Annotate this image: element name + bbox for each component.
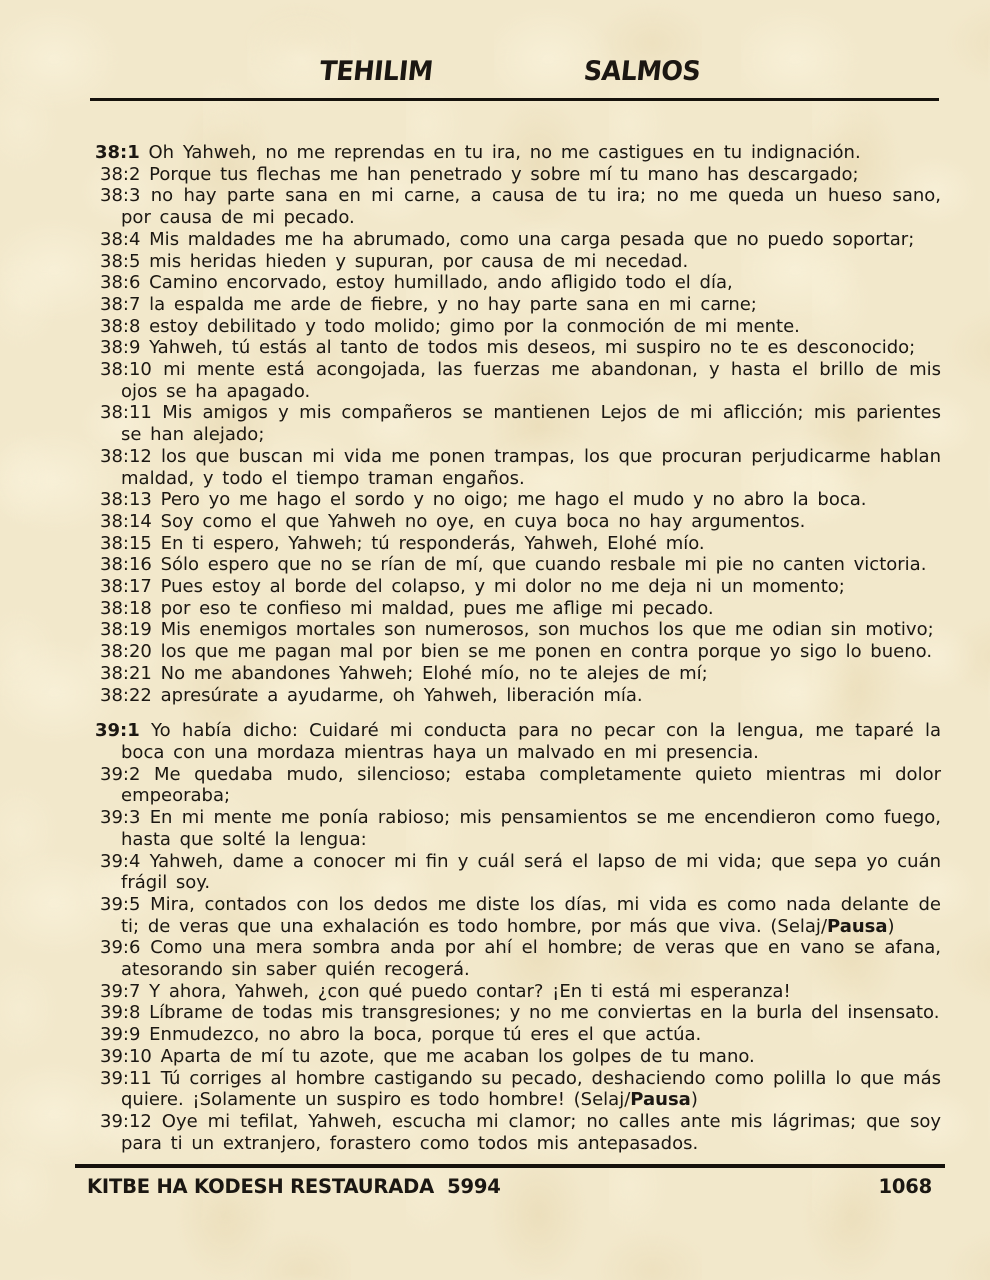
verse-ref: 38:12 (100, 445, 152, 467)
header-divider (90, 98, 939, 101)
verse-ref: 39:1 (95, 720, 140, 742)
verse-39-5: 39:5 Mira, contados con los dedos me diste los días, mi vida es como nada delante de ti; de veras que una exhalación es todo hombre, por más que viva. (Selaj/Pausa) (100, 893, 941, 937)
verse-38-2: 38:2 Porque tus flechas me han penetrado y sobre mí tu mano has descargado; (100, 163, 859, 185)
page-number: 1068 (878, 1175, 932, 1198)
verse-ref: 38:21 (100, 662, 152, 684)
verse-ref: 39:3 (100, 807, 141, 829)
verse-38-18: 38:18 por eso te confieso mi maldad, pues me aflige mi pecado. (100, 597, 714, 619)
verse-38-13: 38:13 Pero yo me hago el sordo y no oigo; me hago el mudo y no abro la boca. (100, 489, 867, 511)
verse-ref: 38:13 (100, 489, 152, 511)
verse-ref: 38:3 (100, 185, 141, 207)
verse-39-10: 39:10 Aparta de mí tu azote, que me acaban los golpes de tu mano. (100, 1045, 755, 1067)
page-title-hebrew: TEHILIM (317, 56, 435, 87)
verse-38-6: 38:6 Camino encorvado, estoy humillado, ando afligido todo el día, (100, 272, 733, 294)
verse-ref: 39:2 (100, 763, 141, 785)
verse-38-19: 38:19 Mis enemigos mortales son numerosos, son muchos los que me odian sin motivo; (100, 619, 934, 641)
verse-ref: 38:4 (100, 228, 141, 250)
verse-38-7: 38:7 la espalda me arde de fiebre, y no hay parte sana en mi carne; (100, 293, 757, 315)
verse-ref: 38:19 (100, 619, 152, 641)
verse-ref: 38:20 (100, 641, 152, 663)
verse-ref: 39:4 (100, 850, 141, 872)
verse-ref: 38:15 (100, 532, 152, 554)
verse-ref: 39:8 (100, 1002, 141, 1024)
verse-39-12: 39:12 Oye mi tefilat, Yahweh, escucha mi clamor; no calles ante mis lágrimas; que soy para ti un extranjero, forastero como todos mis antepasados. (100, 1110, 941, 1154)
verse-ref: 38:11 (100, 402, 152, 424)
verse-ref: 38:5 (100, 250, 141, 272)
verse-39-4: 39:4 Yahweh, dame a conocer mi fin y cuál será el lapso de mi vida; que sepa yo cuán frágil soy. (100, 850, 941, 894)
verse-ref: 38:9 (100, 337, 141, 359)
verse-38-21: 38:21 No me abandones Yahweh; Elohé mío, no te alejes de mí; (100, 662, 708, 684)
verse-ref: 39:9 (100, 1024, 141, 1046)
verse-ref: 38:17 (100, 576, 152, 598)
verse-38-4: 38:4 Mis maldades me ha abrumado, como una carga pesada que no puedo soportar; (100, 228, 915, 250)
verse-38-22: 38:22 apresúrate a ayudarme, oh Yahweh, liberación mía. (100, 684, 643, 706)
verse-38-15: 38:15 En ti espero, Yahweh; tú responderás, Yahweh, Elohé mío. (100, 532, 705, 554)
verse-38-10: 38:10 mi mente está acongojada, las fuerzas me abandonan, y hasta el brillo de mis ojos se ha apagado. (100, 359, 941, 402)
verse-39-9: 39:9 Enmudezco, no abro la boca, porque tú eres el que actúa. (100, 1024, 702, 1046)
pausa-emphasis: Pausa (630, 1089, 691, 1111)
verse-38-8: 38:8 estoy debilitado y todo molido; gimo por la conmoción de mi mente. (100, 315, 800, 337)
verse-39-1: 39:1 Yo había dicho: Cuidaré mi conducta para no pecar con la lengua, me taparé la boca con una mordaza mientras haya un malvado en mi presencia. (95, 720, 941, 763)
verse-39-3: 39:3 En mi mente me ponía rabioso; mis pensamientos se me encendieron como fuego, hasta que solté la lengua: (100, 807, 941, 850)
verses (95, 142, 941, 1154)
psalm-39 (95, 720, 941, 1154)
pausa-emphasis: Pausa (827, 915, 888, 937)
verse-ref: 39:11 (100, 1067, 152, 1089)
page-footer (87, 1175, 932, 1199)
verse-ref: 38:6 (100, 272, 141, 294)
verse-ref: 38:8 (100, 315, 141, 337)
verse-39-7: 39:7 Y ahora, Yahweh, ¿con qué puedo contar? ¡En ti está mi esperanza! (100, 980, 791, 1002)
verse-ref: 38:22 (100, 684, 152, 706)
verse-38-5: 38:5 mis heridas hieden y supuran, por causa de mi necedad. (100, 250, 689, 272)
verse-39-2: 39:2 Me quedaba mudo, silencioso; estaba completamente quieto mientras mi dolor empeoraba; (100, 763, 941, 807)
verse-39-11: 39:11 Tú corriges al hombre castigando su pecado, deshaciendo como polilla lo que más quiere. ¡Solamente un suspiro es todo hombre! (Selaj/Pausa) (100, 1067, 941, 1111)
verse-38-14: 38:14 Soy como el que Yahweh no oye, en cuya boca no hay argumentos. (100, 510, 806, 532)
verse-39-8: 39:8 Líbrame de todas mis transgresiones; y no me conviertas en la burla del insensato. (100, 1002, 940, 1024)
verse-ref: 38:10 (100, 359, 152, 381)
page-title-spanish: SALMOS (582, 56, 702, 87)
verse-ref: 39:5 (100, 893, 141, 915)
verse-ref: 38:16 (100, 554, 152, 576)
verse-38-12: 38:12 los que buscan mi vida me ponen trampas, los que procuran perjudicarme hablan maldad, y todo el tiempo traman engaños. (100, 445, 941, 489)
verse-ref: 39:12 (100, 1110, 152, 1132)
verse-ref: 38:14 (100, 510, 152, 532)
verse-ref: 39:10 (100, 1045, 152, 1067)
verse-38-11: 38:11 Mis amigos y mis compañeros se mantienen Lejos de mi aflicción; mis parientes se han alejado; (100, 402, 941, 446)
verse-38-9: 38:9 Yahweh, tú estás al tanto de todos mis deseos, mi suspiro no te es desconocido; (100, 337, 916, 359)
footer-divider (75, 1164, 945, 1168)
verse-ref: 38:2 (100, 163, 141, 185)
verse-ref: 39:7 (100, 980, 141, 1002)
verse-39-6: 39:6 Como una mera sombra anda por ahí el hombre; de veras que en vano se afana, atesorando sin saber quién recogerá. (100, 937, 941, 981)
verse-ref: 38:1 (95, 142, 140, 163)
verse-38-16: 38:16 Sólo espero que no se rían de mí, que cuando resbale mi pie no canten victoria. (100, 554, 927, 576)
verse-ref: 39:6 (100, 937, 141, 959)
verse-38-1: 38:1 Oh Yahweh, no me reprendas en tu ira, no me castigues en tu indignación. (95, 142, 861, 163)
verse-38-20: 38:20 los que me pagan mal por bien se me ponen en contra porque yo sigo lo bueno. (100, 641, 933, 663)
verse-ref: 38:7 (100, 293, 141, 315)
verse-38-17: 38:17 Pues estoy al borde del colapso, y mi dolor no me deja ni un momento; (100, 576, 845, 598)
psalm-38 (95, 142, 941, 706)
edition-label: KITBE HA KODESH RESTAURADA 5994 (87, 1175, 501, 1198)
verse-ref: 38:18 (100, 597, 152, 619)
verse-38-3: 38:3 no hay parte sana en mi carne, a causa de tu ira; no me queda un hueso sano, por causa de mi pecado. (100, 185, 941, 229)
